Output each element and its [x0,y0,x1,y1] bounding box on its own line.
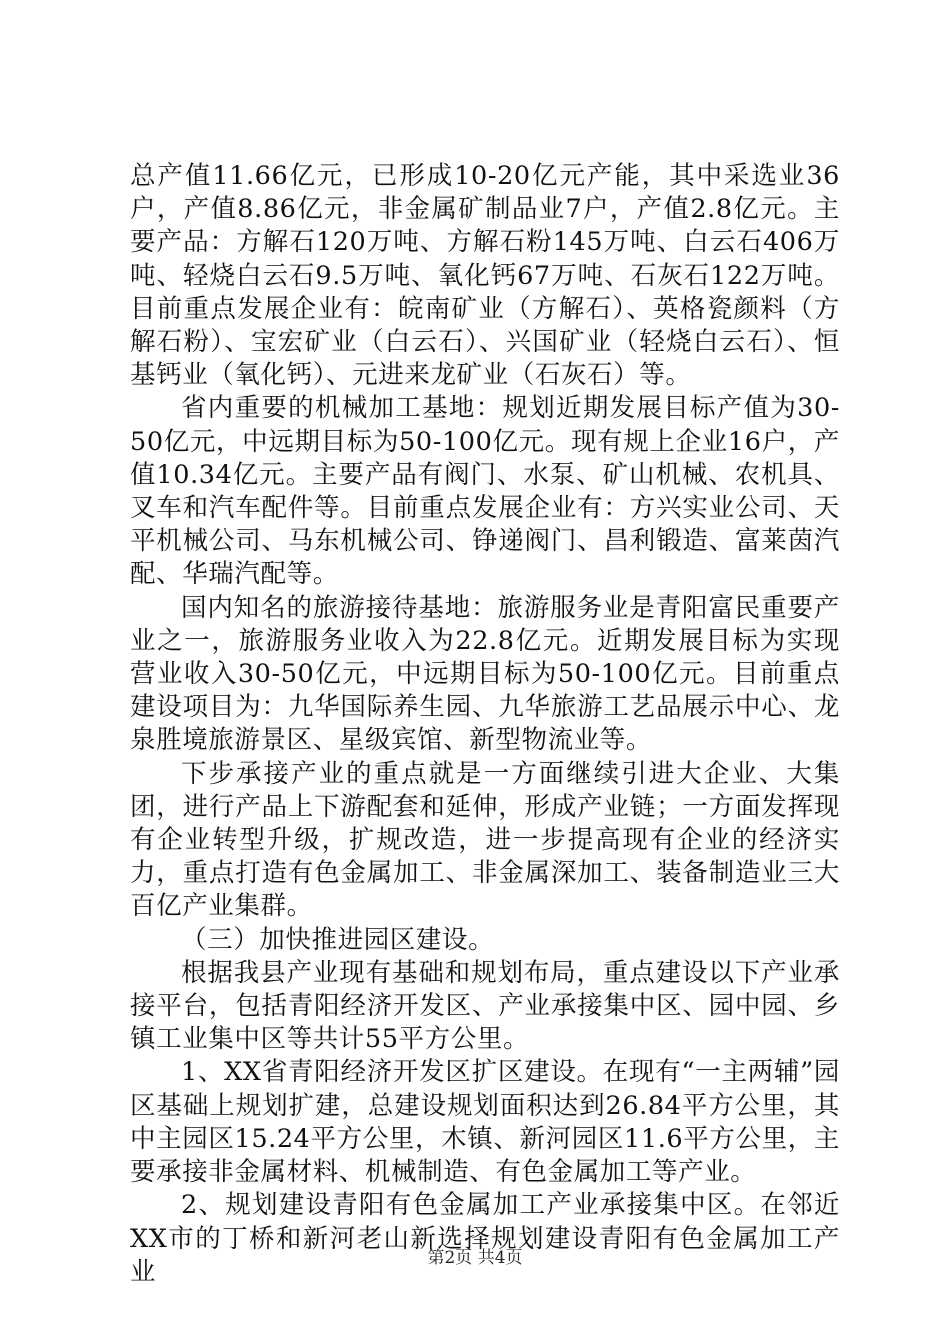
page-number-footer: 第2页 共4页 [427,1248,523,1268]
paragraph-item-2-nonferrous-zone: 2、规划建设青阳有色金属加工产业承接集中区。在邻近XX市的丁桥和新河老山新选择规划建设青阳有色金属加工产业 [130,1190,840,1287]
document-body [130,160,840,1289]
paragraph-tourism-base: 国内知名的旅游接待基地：旅游服务业是青阳富民重要产业之一，旅游服务业收入为22.8亿元。近期发展目标为实现营业收入30-50亿元，中远期目标为50-100亿元。目前重点建设项目为：九华国际养生园、九华旅游工艺品展示中心、龙泉胜境旅游景区、星级宾馆、新型物流业等。 [130,592,840,756]
paragraph-platforms: 根据我县产业现有基础和规划布局，重点建设以下产业承接平台，包括青阳经济开发区、产业承接集中区、园中园、乡镇工业集中区等共计55平方公里。 [130,957,840,1055]
section-heading-park-construction: （三）加快推进园区建设。 [181,924,495,955]
paragraph-next-steps: 下步承接产业的重点就是一方面继续引进大企业、大集团，进行产品上下游配套和延伸，形成产业链；一方面发挥现有企业转型升级，扩规改造，进一步提高现有企业的经济实力，重点打造有色金属加工、非金属深加工、装备制造业三大百亿产业集群。 [130,758,840,922]
paragraph-item-1-development-zone: 1、XX省青阳经济开发区扩区建设。在现有“一主两辅”园区基础上规划扩建，总建设规划面积达到26.84平方公里，其中主园区15.24平方公里，木镇、新河园区11.6平方公里，主要承接非金属材料、机械制造、有色金属加工等产业。 [130,1057,840,1188]
paragraph-output-value-summary: 总产值11.66亿元，已形成10-20亿元产能，其中采选业36户，产值8.86亿元，非金属矿制品业7户，产值2.8亿元。主要产品：方解石120万吨、方解石粉145万吨、白云石406万吨、轻烧白云石9.5万吨、氧化钙67万吨、石灰石122万吨。目前重点发展企业有：皖南矿业（方解石）、英格瓷颜料（方解石粉）、宝宏矿业（白云石）、兴国矿业（轻烧白云石）、恒基钙业（氧化钙）、元进来龙矿业（石灰石）等。 [130,161,840,391]
paragraph-machinery-base: 省内重要的机械加工基地：规划近期发展目标产值为30-50亿元，中远期目标为50-100亿元。现有规上企业16户，产值10.34亿元。主要产品有阀门、水泵、矿山机械、农机具、叉车和汽车配件等。目前重点发展企业有：方兴实业公司、天平机械公司、马东机械公司、铮递阀门、昌利锻造、富莱茵汽配、华瑞汽配等。 [130,393,840,590]
